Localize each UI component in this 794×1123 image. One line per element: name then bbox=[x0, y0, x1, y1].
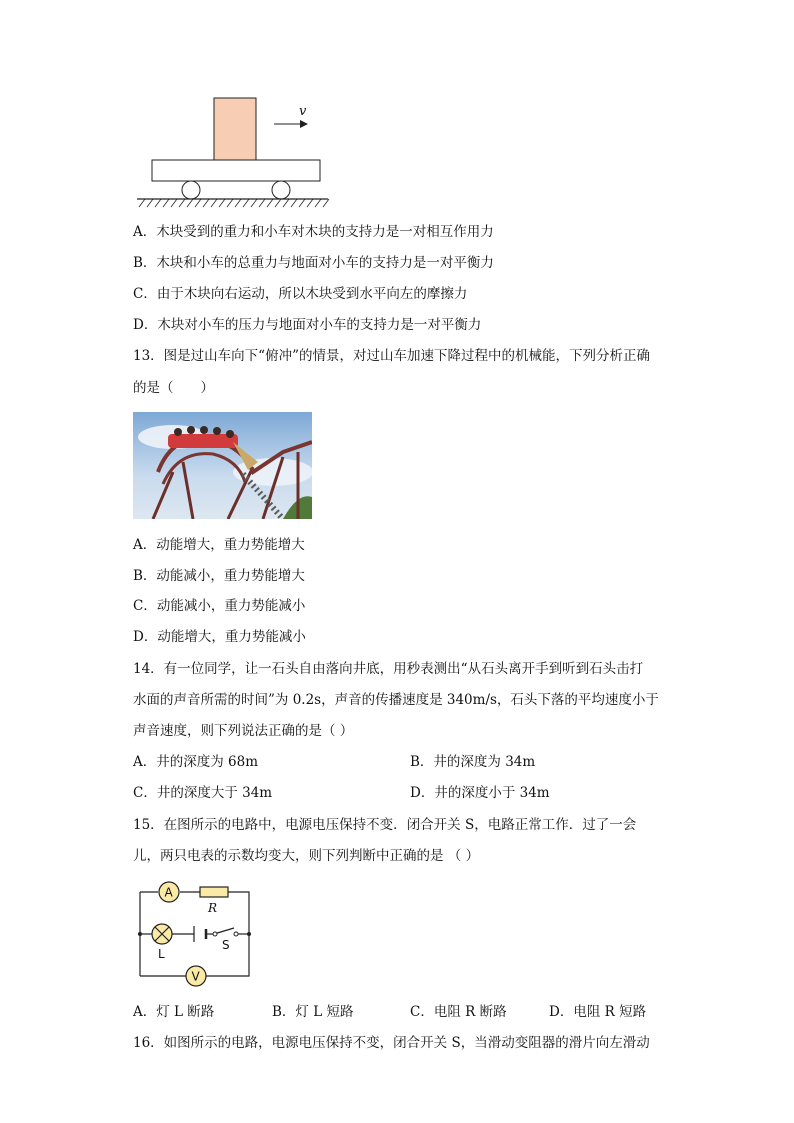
roller-coaster-photo bbox=[133, 412, 312, 519]
q14-option-d[interactable]: D．井的深度小于 34m bbox=[410, 785, 550, 801]
cart-wheel-right bbox=[272, 181, 290, 199]
resistor-icon bbox=[200, 887, 228, 897]
ground-hatch bbox=[139, 199, 329, 207]
voltmeter-label: V bbox=[191, 969, 200, 984]
q13-option-b[interactable]: B．动能减小，重力势能增大 bbox=[133, 568, 305, 584]
q14-option-c[interactable]: C．井的深度大于 34m bbox=[133, 785, 273, 801]
q13-option-a[interactable]: A．动能增大，重力势能增大 bbox=[133, 537, 305, 553]
q14-stem-line-3: 声音速度，则下列说法正确的是（ ） bbox=[133, 723, 354, 739]
q15-stem-line-1: 15．在图所示的电路中，电源电压保持不变．闭合开关 S，电路正常工作．过了一会 bbox=[133, 817, 637, 833]
q16-stem-line-1: 16．如图所示的电路，电源电压保持不变，闭合开关 S，当滑动变阻器的滑片向左滑动 bbox=[133, 1035, 650, 1051]
wooden-block bbox=[214, 98, 256, 160]
circuit-diagram bbox=[130, 876, 260, 988]
q15-option-a[interactable]: A．灯 L 断路 bbox=[133, 1004, 215, 1020]
resistor-label: R bbox=[208, 901, 218, 915]
q13-option-c[interactable]: C．动能减小，重力势能减小 bbox=[133, 598, 306, 614]
ammeter-label: A bbox=[164, 885, 173, 900]
q15-option-c[interactable]: C．电阻 R 断路 bbox=[410, 1004, 507, 1020]
q15-option-b[interactable]: B．灯 L 短路 bbox=[272, 1004, 354, 1020]
switch-label: S bbox=[222, 938, 230, 952]
lamp-label: L bbox=[158, 947, 165, 961]
q12-option-c[interactable]: C．由于木块向右运动，所以木块受到水平向左的摩擦力 bbox=[133, 286, 468, 302]
q12-option-d[interactable]: D．木块对小车的压力与地面对小车的支持力是一对平衡力 bbox=[133, 317, 482, 333]
q13-stem-line-1: 13．图是过山车向下“俯冲”的情景，对过山车加速下降过程中的机械能，下列分析正确 bbox=[133, 348, 650, 364]
q15-stem-line-2: 儿，两只电表的示数均变大，则下列判断中正确的是 （ ） bbox=[133, 848, 480, 864]
q12-option-b[interactable]: B．木块和小车的总重力与地面对小车的支持力是一对平衡力 bbox=[133, 255, 494, 271]
q13-option-d[interactable]: D．动能增大，重力势能减小 bbox=[133, 629, 306, 645]
cart-body bbox=[152, 160, 320, 181]
q15-option-d[interactable]: D．电阻 R 短路 bbox=[549, 1004, 647, 1020]
q14-stem-line-1: 14．有一位同学，让一石头自由落向井底，用秒表测出“从石头离开手到听到石头击打 bbox=[133, 661, 644, 677]
velocity-label: v bbox=[299, 104, 307, 119]
q12-option-a[interactable]: A．木块受到的重力和小车对木块的支持力是一对相互作用力 bbox=[133, 224, 494, 240]
q14-option-a[interactable]: A．井的深度为 68m bbox=[133, 754, 259, 770]
q13-stem-line-2: 的是（ ） bbox=[133, 380, 214, 396]
q14-option-b[interactable]: B．井的深度为 34m bbox=[410, 754, 536, 770]
q14-stem-line-2: 水面的声音所需的时间”为 0.2s，声音的传播速度是 340m/s，石头下落的平均速度小于 bbox=[133, 692, 659, 708]
cart-block-figure bbox=[135, 95, 330, 210]
arrowhead-icon bbox=[300, 120, 308, 128]
cart-wheel-left bbox=[182, 181, 200, 199]
switch-icon bbox=[213, 932, 217, 936]
